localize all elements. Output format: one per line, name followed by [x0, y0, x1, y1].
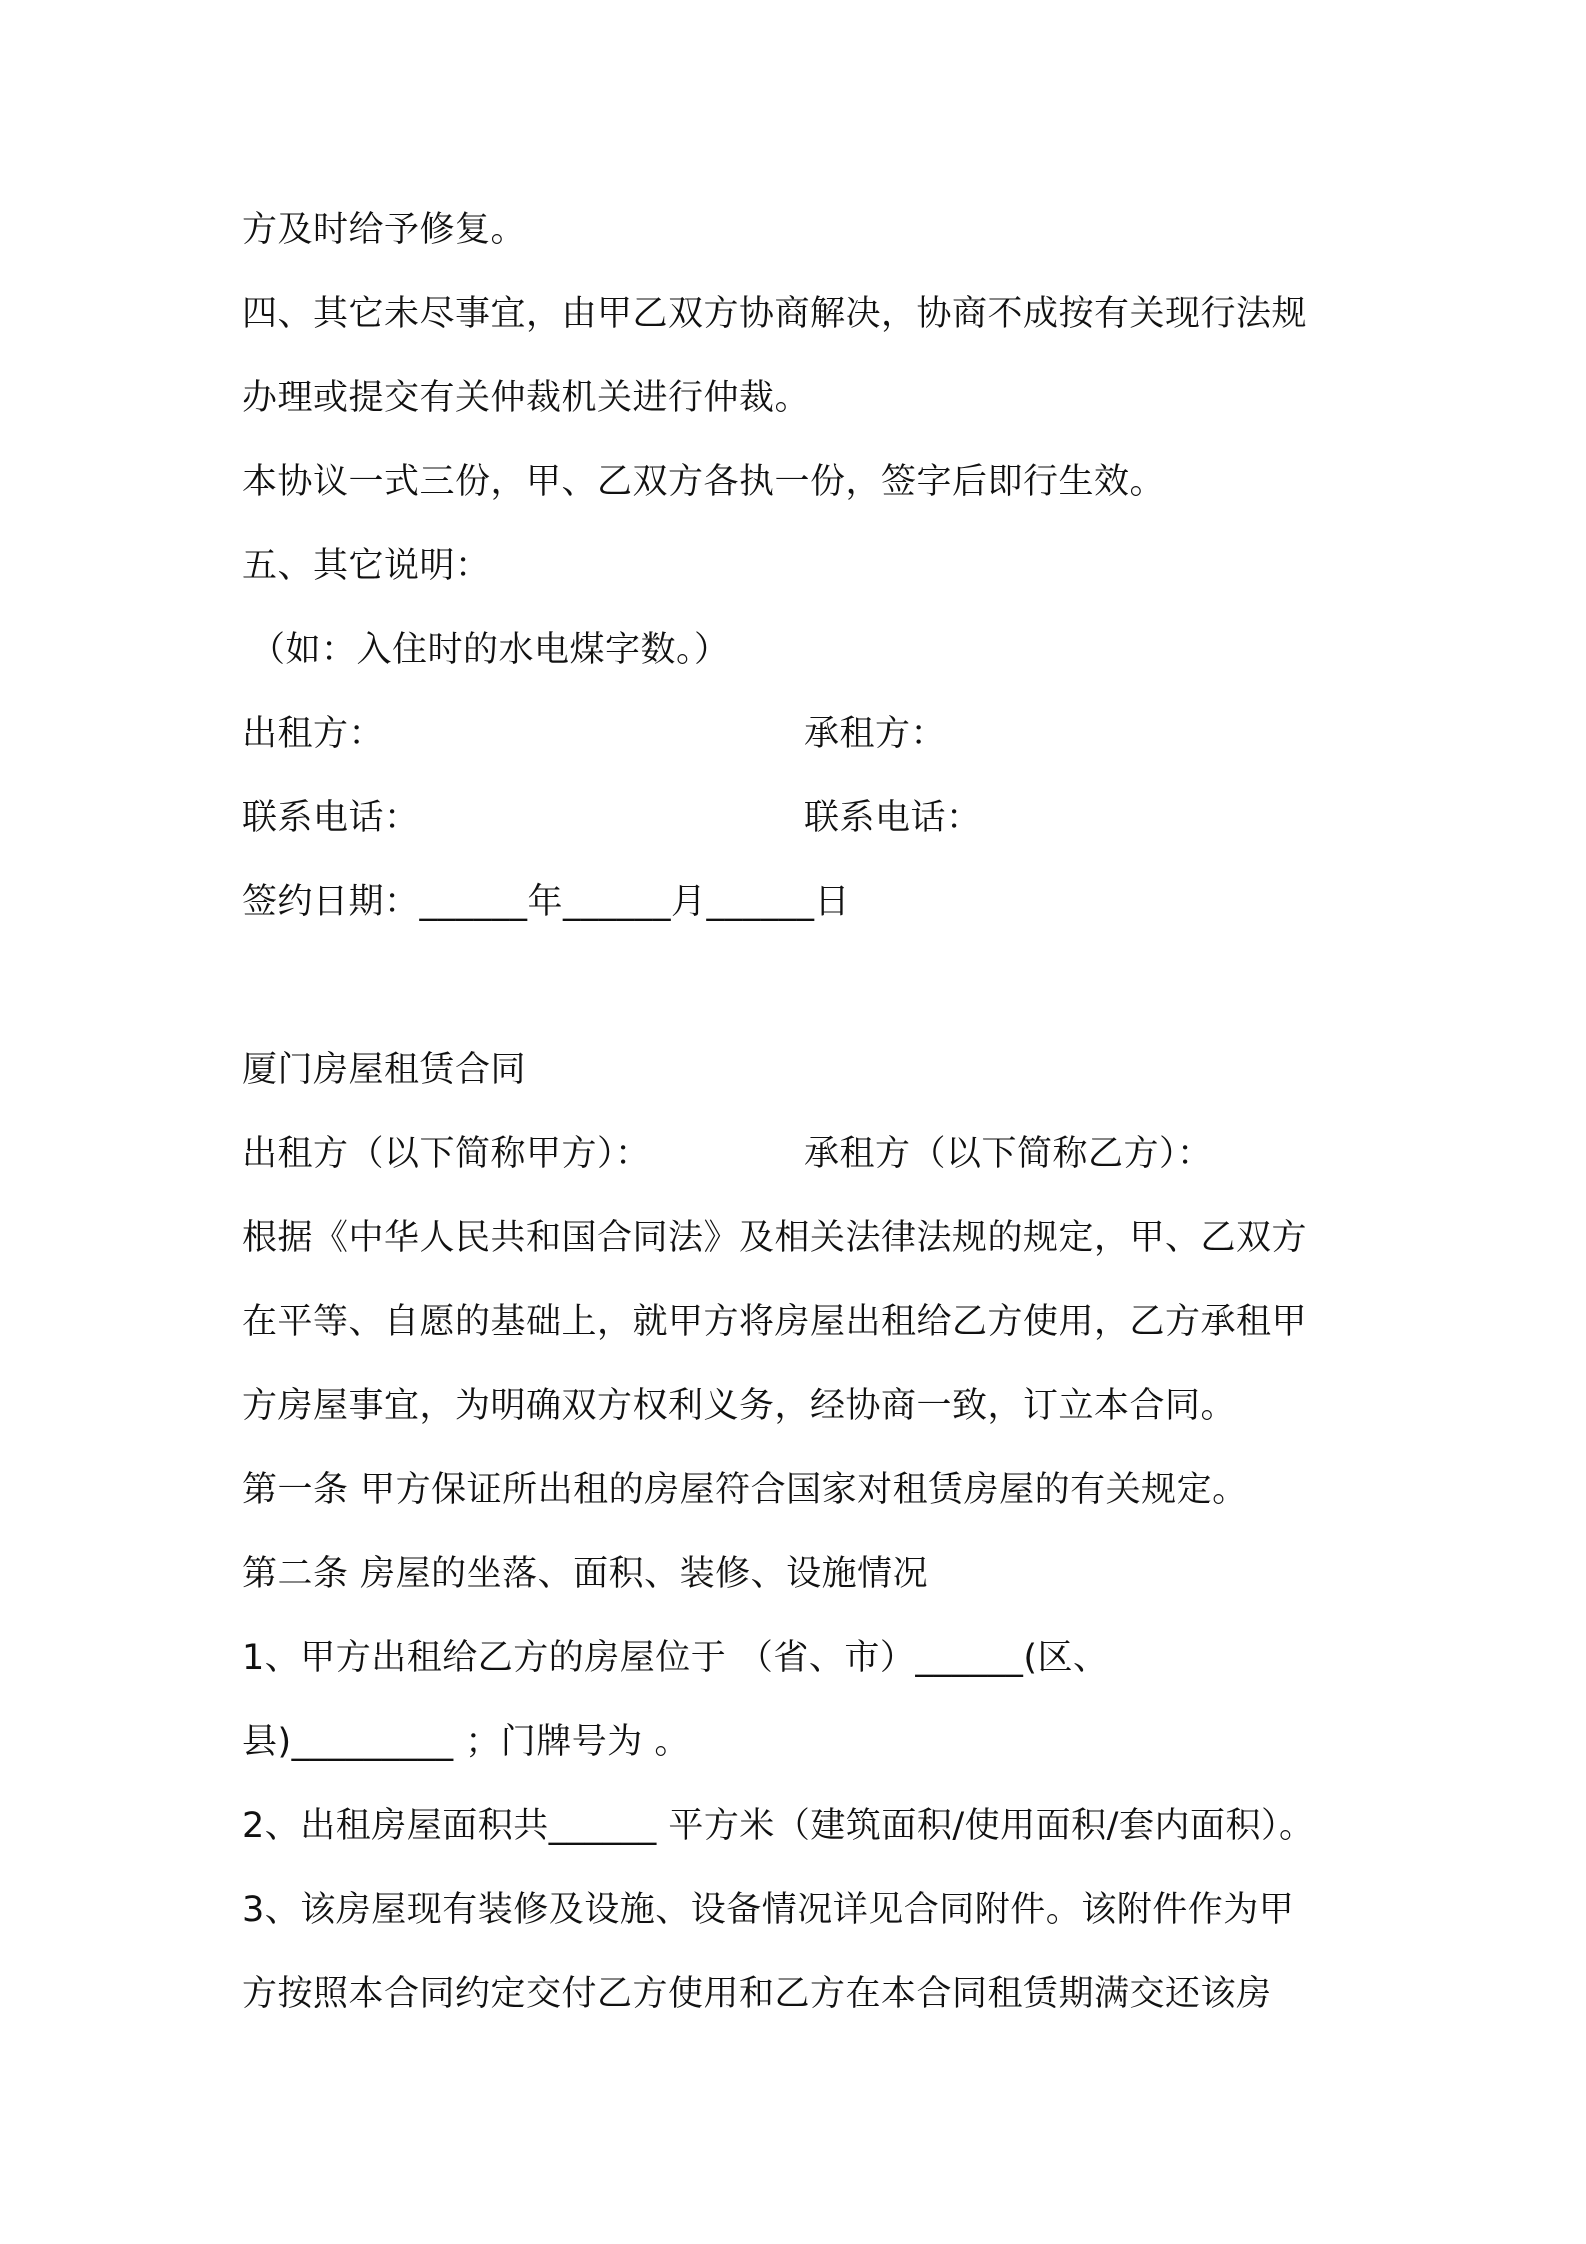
lessee-party-label: 承租方（以下简称乙方）：: [804, 1134, 1213, 1174]
lessor-phone-label: 联系电话：: [242, 798, 420, 838]
contract-title: 厦门房屋租赁合同: [242, 1050, 527, 1090]
text-line: 五、其它说明：: [242, 546, 491, 586]
text-line: 方按照本合同约定交付乙方使用和乙方在本合同租赁期满交还该房: [242, 1974, 1272, 2014]
text-line: 1、甲方出租给乙方的房屋位于 （省、市）______(区、: [242, 1638, 1109, 1678]
signing-date-line: 签约日期：______年______月______日: [242, 882, 851, 922]
text-line: 办理或提交有关仲裁机关进行仲裁。: [242, 378, 811, 418]
text-line: 在平等、自愿的基础上，就甲方将房屋出租给乙方使用，乙方承租甲: [242, 1302, 1308, 1342]
article-1: 第一条 甲方保证所出租的房屋符合国家对租赁房屋的有关规定。: [242, 1470, 1248, 1510]
lessee-signature-label: 承租方：: [804, 714, 947, 754]
text-line: 2、出租房屋面积共______ 平方米（建筑面积/使用面积/套内面积）。: [242, 1806, 1315, 1846]
text-line: 四、其它未尽事宜，由甲乙双方协商解决，协商不成按有关现行法规: [242, 294, 1308, 334]
text-line: 根据《中华人民共和国合同法》及相关法律法规的规定，甲、乙双方: [242, 1218, 1308, 1258]
text-line: 3、该房屋现有装修及设施、设备情况详见合同附件。该附件作为甲: [242, 1890, 1295, 1930]
text-line: 县)_________ ；门牌号为 。: [242, 1722, 690, 1762]
article-2-heading: 第二条 房屋的坐落、面积、装修、设施情况: [242, 1554, 929, 1594]
text-line: 本协议一式三份，甲、乙双方各执一份，签字后即行生效。: [242, 462, 1166, 502]
text-line: （如：入住时的水电煤字数。）: [250, 630, 730, 670]
text-line: 方及时给予修复。: [242, 210, 527, 250]
lessee-phone-label: 联系电话：: [804, 798, 982, 838]
lessor-party-label: 出租方（以下简称甲方）：: [242, 1134, 651, 1174]
lessor-signature-label: 出租方：: [242, 714, 385, 754]
text-line: 方房屋事宜，为明确双方权利义务，经协商一致，订立本合同。: [242, 1386, 1237, 1426]
